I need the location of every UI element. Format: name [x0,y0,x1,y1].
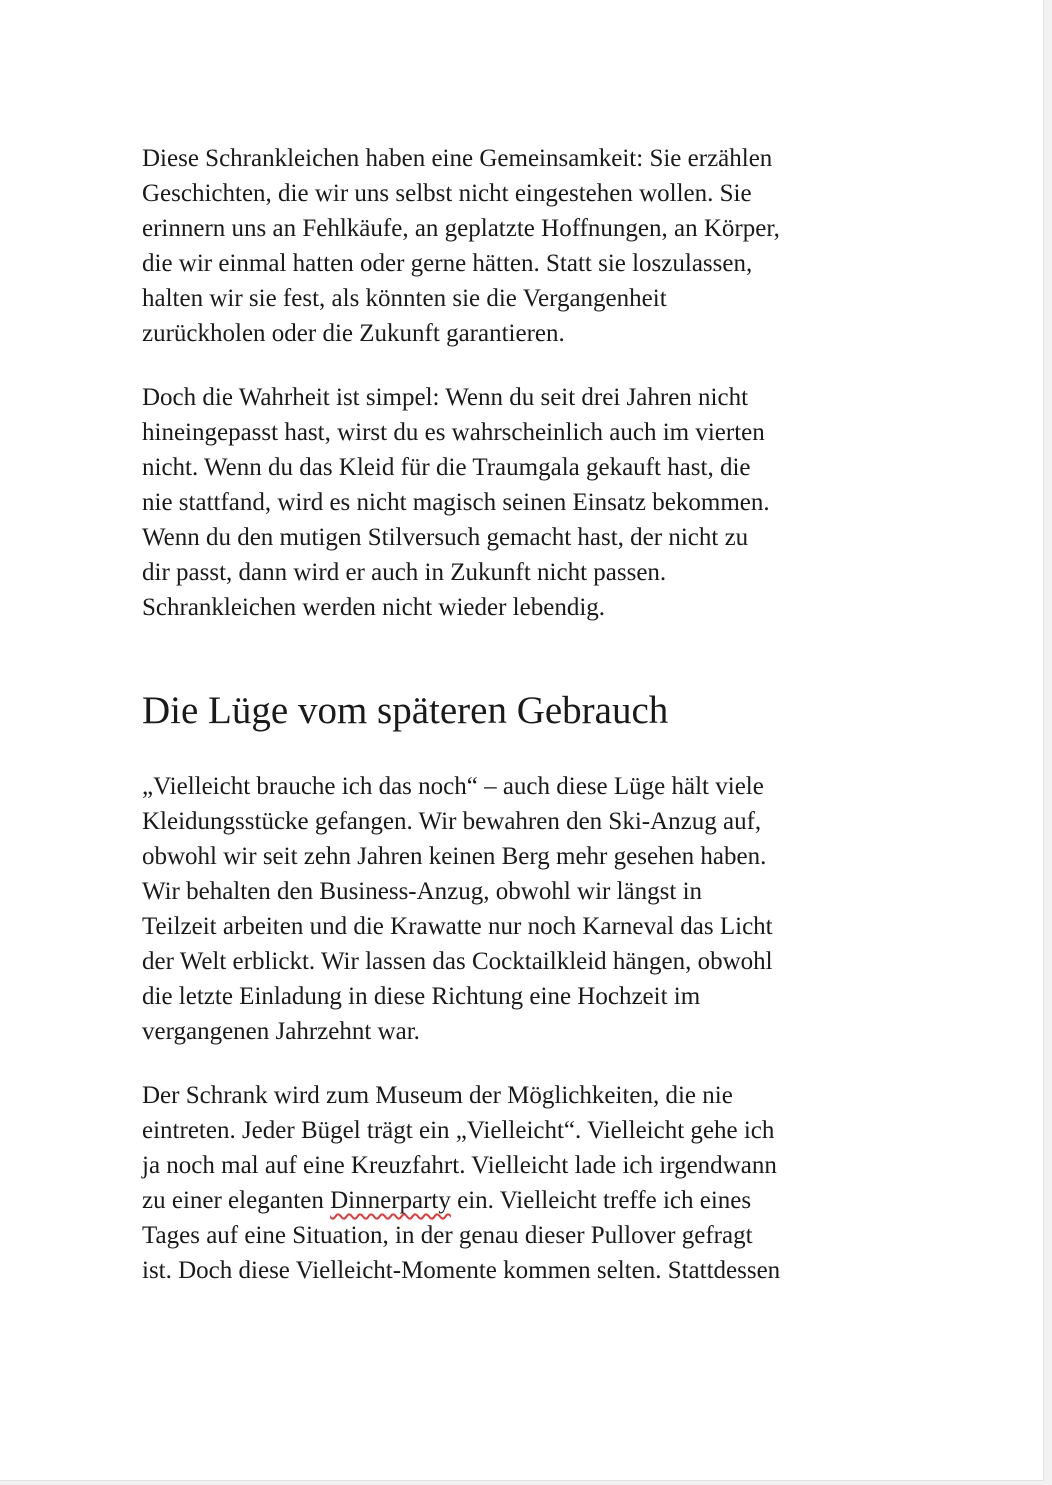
section-heading: Die Lüge vom späteren Gebrauch [142,689,669,732]
text-line: zurückholen oder die Zukunft garantieren. [142,320,565,347]
text-line: dir passt, dann wird er auch in Zukunft nicht passen. [142,559,667,586]
text-segment: zu einer eleganten [142,1187,331,1214]
paragraph [142,1078,932,1288]
document-body[interactable] [142,141,932,1288]
paragraph [142,380,932,625]
text-line: ist. Doch diese Vielleicht-Momente kommen selten. Stattdessen [142,1257,781,1284]
paragraph [142,769,932,1049]
text-line: halten wir sie fest, als könnten sie die Vergangenheit [142,285,667,312]
text-line: erinnern uns an Fehlkäufe, an geplatzte Hoffnungen, an Körper, [142,215,780,242]
text-line: vergangenen Jahrzehnt war. [142,1018,420,1045]
text-line: der Welt erblickt. Wir lassen das Cocktailkleid hängen, obwohl [142,948,773,975]
text-line: die wir einmal hatten oder gerne hätten. Statt sie loszulassen, [142,250,753,277]
page-edge [0,1481,1052,1485]
text-line [142,1183,932,1218]
text-line: die letzte Einladung in diese Richtung eine Hochzeit im [142,983,701,1010]
text-line: ja noch mal auf eine Kreuzfahrt. Vielleicht lade ich irgendwann [142,1152,777,1179]
text-line: Der Schrank wird zum Museum der Möglichkeiten, die nie [142,1082,733,1109]
text-segment: ein. Vielleicht treffe ich eines [450,1187,752,1214]
misspelled-word[interactable]: Dinnerparty [330,1187,451,1214]
text-line: Diese Schrankleichen haben eine Gemeinsamkeit: Sie erzählen [142,145,773,172]
text-line: Schrankleichen werden nicht wieder lebendig. [142,594,606,621]
text-line: obwohl wir seit zehn Jahren keinen Berg mehr gesehen haben. [142,843,767,870]
text-line: Teilzeit arbeiten und die Krawatte nur noch Karneval das Licht [142,913,773,940]
text-line: Kleidungsstücke gefangen. Wir bewahren den Ski-Anzug auf, [142,808,762,835]
text-line: Tages auf eine Situation, in der genau dieser Pullover gefragt [142,1222,753,1249]
text-line: eintreten. Jeder Bügel trägt ein „Vielleicht“. Vielleicht gehe ich [142,1117,775,1144]
text-line: Wenn du den mutigen Stilversuch gemacht hast, der nicht zu [142,524,749,551]
text-line: Wir behalten den Business-Anzug, obwohl wir längst in [142,878,703,905]
text-line: nie stattfand, wird es nicht magisch seinen Einsatz bekommen. [142,489,770,516]
page-edge [1044,0,1052,1485]
text-line: nicht. Wenn du das Kleid für die Traumgala gekauft hast, die [142,454,751,481]
text-line: hineingepasst hast, wirst du es wahrscheinlich auch im vierten [142,419,765,446]
text-line: Doch die Wahrheit ist simpel: Wenn du seit drei Jahren nicht [142,384,749,411]
text-line: Geschichten, die wir uns selbst nicht eingestehen wollen. Sie [142,180,752,207]
paragraph [142,141,932,351]
text-line: „Vielleicht brauche ich das noch“ – auch diese Lüge hält viele [142,773,764,800]
